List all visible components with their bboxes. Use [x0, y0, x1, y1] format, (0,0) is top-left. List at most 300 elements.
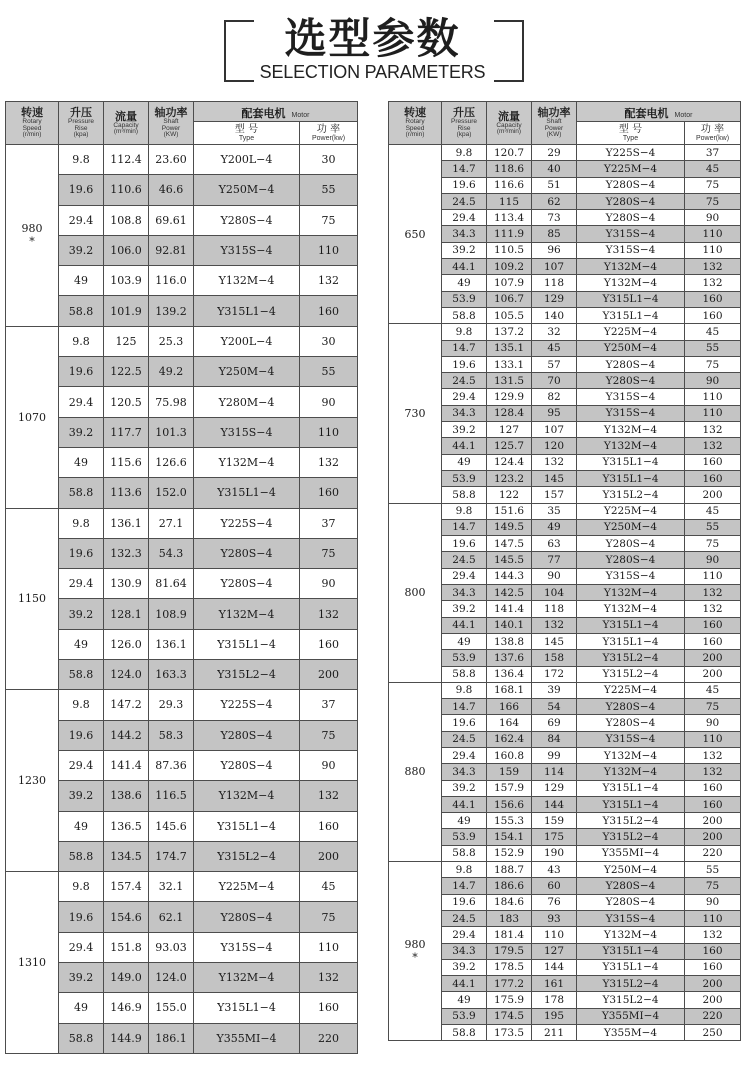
motor-type-cell: Y280S−4: [577, 177, 685, 193]
table-row: [389, 470, 741, 486]
table-row: [6, 447, 358, 477]
pressure-rise-cell: 9.8: [59, 326, 104, 356]
motor-type-cell: Y315L2−4: [577, 487, 685, 503]
capacity-cell: 109.2: [487, 259, 532, 275]
table-row: [6, 963, 358, 993]
motor-type-cell: Y280S−4: [577, 715, 685, 731]
motor-type-cell: Y250M−4: [577, 519, 685, 535]
table-row: [389, 177, 741, 193]
rotary-speed-cell: [389, 324, 442, 503]
rotary-speed-value: 730: [404, 406, 426, 420]
capacity-cell: 146.9: [104, 993, 149, 1023]
motor-type-cell: Y315S−4: [577, 405, 685, 421]
motor-type-cell: Y315L2−4: [577, 992, 685, 1008]
shaft-power-cell: 93.03: [149, 932, 194, 962]
motor-power-cell: 160: [300, 478, 358, 508]
shaft-power-cell: 116.0: [149, 266, 194, 296]
motor-type-cell: Y132M−4: [194, 781, 300, 811]
capacity-cell: 174.5: [487, 1008, 532, 1024]
motor-power-cell: 75: [300, 720, 358, 750]
table-row: [389, 894, 741, 910]
motor-type-cell: Y315L1−4: [577, 633, 685, 649]
pressure-rise-cell: 49: [442, 275, 487, 291]
motor-power-cell: 200: [300, 841, 358, 871]
pressure-rise-cell: 53.9: [442, 650, 487, 666]
capacity-cell: 183: [487, 910, 532, 926]
shaft-power-cell: 76: [532, 894, 577, 910]
motor-type-cell: Y315L1−4: [577, 307, 685, 323]
rotary-speed-cell: [6, 145, 59, 327]
shaft-power-cell: 104: [532, 585, 577, 601]
shaft-power-cell: 163.3: [149, 660, 194, 690]
shaft-power-cell: 144: [532, 796, 577, 812]
shaft-power-cell: 45: [532, 340, 577, 356]
table-row: [6, 266, 358, 296]
shaft-power-cell: 145: [532, 470, 577, 486]
shaft-power-cell: 120: [532, 438, 577, 454]
capacity-cell: 113.4: [487, 210, 532, 226]
capacity-cell: 115.6: [104, 447, 149, 477]
capacity-cell: 120.5: [104, 387, 149, 417]
motor-type-cell: Y315L1−4: [194, 296, 300, 326]
motor-type-cell: Y315L1−4: [577, 454, 685, 470]
shaft-power-cell: 152.0: [149, 478, 194, 508]
selection-table-left: [5, 101, 358, 1054]
motor-power-cell: 132: [685, 601, 741, 617]
motor-power-cell: 160: [300, 811, 358, 841]
motor-type-cell: Y280S−4: [194, 720, 300, 750]
capacity-cell: 113.6: [104, 478, 149, 508]
shaft-power-cell: 108.9: [149, 599, 194, 629]
pressure-rise-cell: 29.4: [59, 569, 104, 599]
table-row: [389, 193, 741, 209]
table-row: [6, 629, 358, 659]
capacity-cell: 136.1: [104, 508, 149, 538]
motor-power-cell: 75: [300, 205, 358, 235]
pressure-rise-cell: 9.8: [442, 862, 487, 878]
table-row: [6, 235, 358, 265]
motor-type-cell: Y315L1−4: [577, 470, 685, 486]
motor-type-cell: Y132M−4: [194, 266, 300, 296]
table-row: [6, 811, 358, 841]
shaft-power-cell: 27.1: [149, 508, 194, 538]
shaft-power-cell: 62.1: [149, 902, 194, 932]
table-row: [6, 993, 358, 1023]
motor-power-cell: 200: [685, 666, 741, 682]
pressure-rise-cell: 14.7: [442, 878, 487, 894]
capacity-cell: 137.2: [487, 324, 532, 340]
motor-type-cell: Y280S−4: [577, 699, 685, 715]
table-row: [6, 569, 358, 599]
page-title-chinese: 选型参数: [284, 14, 461, 63]
motor-power-cell: 37: [300, 690, 358, 720]
capacity-cell: 156.6: [487, 796, 532, 812]
motor-type-cell: Y132M−4: [577, 927, 685, 943]
table-row: [389, 1008, 741, 1024]
capacity-cell: 168.1: [487, 682, 532, 698]
capacity-cell: 159: [487, 764, 532, 780]
pressure-rise-cell: 58.8: [442, 666, 487, 682]
pressure-rise-cell: 34.3: [442, 226, 487, 242]
shaft-power-cell: 46.6: [149, 175, 194, 205]
table-row: [6, 205, 358, 235]
motor-power-cell: 37: [685, 145, 741, 161]
shaft-power-cell: 49.2: [149, 357, 194, 387]
col-header-speed: 转速 Rotary Speed (r/min): [6, 102, 59, 145]
shaft-power-cell: 90: [532, 568, 577, 584]
capacity-cell: 106.7: [487, 291, 532, 307]
table-row: [6, 357, 358, 387]
pressure-rise-cell: 24.5: [442, 193, 487, 209]
motor-power-cell: 90: [300, 750, 358, 780]
motor-type-cell: Y315S−4: [194, 417, 300, 447]
table-row: [389, 340, 741, 356]
pressure-rise-cell: 44.1: [442, 796, 487, 812]
rotary-speed-cell: [389, 862, 442, 1041]
pressure-rise-cell: 39.2: [59, 963, 104, 993]
capacity-cell: 175.9: [487, 992, 532, 1008]
motor-type-cell: Y132M−4: [577, 747, 685, 763]
motor-type-cell: Y315L1−4: [194, 811, 300, 841]
capacity-cell: 157.9: [487, 780, 532, 796]
motor-power-cell: 75: [685, 177, 741, 193]
pressure-rise-cell: 39.2: [442, 422, 487, 438]
motor-type-cell: Y315L1−4: [194, 993, 300, 1023]
pressure-rise-cell: 44.1: [442, 259, 487, 275]
motor-power-cell: 90: [300, 569, 358, 599]
table-row: [389, 422, 741, 438]
motor-power-cell: 160: [685, 470, 741, 486]
pressure-rise-cell: 39.2: [59, 781, 104, 811]
motor-type-cell: Y315S−4: [194, 235, 300, 265]
motor-power-cell: 200: [685, 487, 741, 503]
pressure-rise-cell: 58.8: [59, 296, 104, 326]
motor-type-cell: Y315S−4: [194, 932, 300, 962]
capacity-cell: 164: [487, 715, 532, 731]
capacity-cell: 138.8: [487, 633, 532, 649]
motor-power-cell: 75: [685, 699, 741, 715]
pressure-rise-cell: 39.2: [442, 242, 487, 258]
shaft-power-cell: 75.98: [149, 387, 194, 417]
table-row: [389, 992, 741, 1008]
pressure-rise-cell: 29.4: [442, 210, 487, 226]
shaft-power-cell: 145: [532, 633, 577, 649]
capacity-cell: 141.4: [487, 601, 532, 617]
table-row: [389, 259, 741, 275]
motor-power-cell: 250: [685, 1025, 741, 1041]
table-row: [389, 307, 741, 323]
shaft-power-cell: 39: [532, 682, 577, 698]
rotary-speed-value: 980: [21, 222, 43, 236]
shaft-power-cell: 186.1: [149, 1023, 194, 1053]
motor-type-cell: Y132M−4: [577, 438, 685, 454]
table-row: [389, 1025, 741, 1041]
shaft-power-cell: 174.7: [149, 841, 194, 871]
table-row: [389, 503, 741, 519]
motor-type-cell: Y355M−4: [577, 1025, 685, 1041]
pressure-rise-cell: 49: [59, 811, 104, 841]
shaft-power-cell: 63: [532, 536, 577, 552]
shaft-power-cell: 43: [532, 862, 577, 878]
motor-type-cell: Y280S−4: [577, 878, 685, 894]
shaft-power-cell: 29.3: [149, 690, 194, 720]
capacity-cell: 147.5: [487, 536, 532, 552]
motor-type-cell: Y132M−4: [194, 447, 300, 477]
shaft-power-cell: 40: [532, 161, 577, 177]
shaft-power-cell: 54: [532, 699, 577, 715]
motor-type-cell: Y280S−4: [577, 894, 685, 910]
shaft-power-cell: 93: [532, 910, 577, 926]
pressure-rise-cell: 9.8: [59, 872, 104, 902]
motor-type-cell: Y315L1−4: [577, 943, 685, 959]
shaft-power-cell: 85: [532, 226, 577, 242]
rotary-speed-value: 1150: [18, 592, 46, 606]
motor-power-cell: 30: [300, 326, 358, 356]
capacity-cell: 134.5: [104, 841, 149, 871]
shaft-power-cell: 132: [532, 617, 577, 633]
capacity-cell: 137.6: [487, 650, 532, 666]
table-row: [389, 454, 741, 470]
capacity-cell: 118.6: [487, 161, 532, 177]
motor-power-cell: 110: [685, 389, 741, 405]
pressure-rise-cell: 9.8: [442, 145, 487, 161]
rotary-speed-value: 1070: [18, 410, 46, 424]
motor-type-cell: Y200L−4: [194, 326, 300, 356]
pressure-rise-cell: 34.3: [442, 943, 487, 959]
capacity-cell: 132.3: [104, 538, 149, 568]
capacity-cell: 149.0: [104, 963, 149, 993]
motor-power-cell: 45: [685, 161, 741, 177]
motor-power-cell: 200: [685, 829, 741, 845]
motor-power-cell: 75: [685, 536, 741, 552]
motor-type-cell: Y200L−4: [194, 145, 300, 175]
motor-power-cell: 160: [685, 454, 741, 470]
motor-type-cell: Y315S−4: [577, 242, 685, 258]
shaft-power-cell: 92.81: [149, 235, 194, 265]
motor-type-cell: Y315L2−4: [577, 829, 685, 845]
motor-power-cell: 90: [685, 210, 741, 226]
pressure-rise-cell: 19.6: [59, 902, 104, 932]
motor-type-cell: Y250M−4: [194, 357, 300, 387]
table-row: [6, 145, 358, 175]
table-row: [389, 878, 741, 894]
capacity-cell: 160.8: [487, 747, 532, 763]
pressure-rise-cell: 14.7: [442, 699, 487, 715]
table-row: [6, 599, 358, 629]
col-header-capacity: 流量 Capacity (m³/min): [487, 102, 532, 145]
motor-type-cell: Y132M−4: [577, 275, 685, 291]
motor-type-cell: Y315S−4: [577, 731, 685, 747]
motor-type-cell: Y280S−4: [194, 538, 300, 568]
capacity-cell: 115: [487, 193, 532, 209]
pressure-rise-cell: 19.6: [442, 177, 487, 193]
capacity-cell: 112.4: [104, 145, 149, 175]
motor-type-cell: Y315L1−4: [577, 796, 685, 812]
col-header-motor-type: 型 号 Type: [194, 122, 300, 145]
col-header-shaft-power: 轴功率 Shaft Power (KW): [149, 102, 194, 145]
motor-type-cell: Y280S−4: [194, 569, 300, 599]
pressure-rise-cell: 29.4: [59, 387, 104, 417]
asterisk-mark: *: [29, 235, 35, 249]
pressure-rise-cell: 44.1: [442, 976, 487, 992]
motor-power-cell: 110: [685, 405, 741, 421]
shaft-power-cell: 23.60: [149, 145, 194, 175]
capacity-cell: 147.2: [104, 690, 149, 720]
table-row: [389, 210, 741, 226]
table-row: [6, 872, 358, 902]
motor-power-cell: 160: [300, 296, 358, 326]
pressure-rise-cell: 44.1: [442, 617, 487, 633]
capacity-cell: 124.4: [487, 454, 532, 470]
motor-power-cell: 110: [685, 242, 741, 258]
capacity-cell: 128.4: [487, 405, 532, 421]
table-row: [389, 568, 741, 584]
motor-type-cell: Y315S−4: [577, 226, 685, 242]
motor-power-cell: 132: [300, 963, 358, 993]
capacity-cell: 152.9: [487, 845, 532, 861]
capacity-cell: 128.1: [104, 599, 149, 629]
motor-power-cell: 132: [300, 447, 358, 477]
pressure-rise-cell: 24.5: [442, 731, 487, 747]
motor-power-cell: 132: [685, 585, 741, 601]
col-header-speed: 转速 Rotary Speed (r/min): [389, 102, 442, 145]
motor-power-cell: 110: [300, 235, 358, 265]
motor-type-cell: Y355MI−4: [577, 1008, 685, 1024]
shaft-power-cell: 62: [532, 193, 577, 209]
col-header-motor: 配套电机 Motor: [194, 102, 358, 122]
pressure-rise-cell: 58.8: [442, 845, 487, 861]
pressure-rise-cell: 24.5: [442, 373, 487, 389]
shaft-power-cell: 96: [532, 242, 577, 258]
shaft-power-cell: 140: [532, 307, 577, 323]
rotary-speed-cell: [6, 326, 59, 508]
page-header: [0, 0, 745, 95]
pressure-rise-cell: 29.4: [442, 927, 487, 943]
motor-type-cell: Y280S−4: [577, 373, 685, 389]
motor-type-cell: Y132M−4: [577, 422, 685, 438]
pressure-rise-cell: 14.7: [442, 340, 487, 356]
motor-power-cell: 132: [685, 927, 741, 943]
table-row: [389, 829, 741, 845]
shaft-power-cell: 51: [532, 177, 577, 193]
pressure-rise-cell: 19.6: [59, 357, 104, 387]
capacity-cell: 157.4: [104, 872, 149, 902]
shaft-power-cell: 60: [532, 878, 577, 894]
table-row: [389, 389, 741, 405]
motor-power-cell: 45: [300, 872, 358, 902]
col-header-motor-type: 型 号 Type: [577, 122, 685, 145]
motor-type-cell: Y132M−4: [577, 601, 685, 617]
motor-type-cell: Y315L1−4: [577, 617, 685, 633]
shaft-power-cell: 49: [532, 519, 577, 535]
table-row: [6, 538, 358, 568]
capacity-cell: 166: [487, 699, 532, 715]
rotary-speed-value: 800: [404, 586, 426, 600]
motor-type-cell: Y315L2−4: [577, 666, 685, 682]
pressure-rise-cell: 58.8: [442, 1025, 487, 1041]
table-row: [389, 959, 741, 975]
capacity-cell: 125: [104, 326, 149, 356]
pressure-rise-cell: 29.4: [442, 389, 487, 405]
motor-power-cell: 110: [685, 568, 741, 584]
capacity-cell: 179.5: [487, 943, 532, 959]
motor-type-cell: Y132M−4: [194, 963, 300, 993]
capacity-cell: 144.9: [104, 1023, 149, 1053]
motor-power-cell: 132: [685, 764, 741, 780]
motor-type-cell: Y315L2−4: [577, 813, 685, 829]
table-row: [6, 902, 358, 932]
motor-type-cell: Y250M−4: [194, 175, 300, 205]
motor-type-cell: Y280S−4: [577, 193, 685, 209]
rotary-speed-cell: [6, 690, 59, 872]
motor-power-cell: 55: [685, 340, 741, 356]
motor-power-cell: 110: [685, 731, 741, 747]
table-row: [389, 715, 741, 731]
capacity-cell: 107.9: [487, 275, 532, 291]
capacity-cell: 111.9: [487, 226, 532, 242]
shaft-power-cell: 101.3: [149, 417, 194, 447]
motor-power-cell: 160: [685, 633, 741, 649]
motor-type-cell: Y225S−4: [194, 690, 300, 720]
capacity-cell: 154.6: [104, 902, 149, 932]
motor-power-cell: 75: [300, 538, 358, 568]
pressure-rise-cell: 53.9: [442, 829, 487, 845]
table-row: [389, 585, 741, 601]
capacity-cell: 124.0: [104, 660, 149, 690]
motor-power-cell: 75: [685, 878, 741, 894]
capacity-cell: 127: [487, 422, 532, 438]
motor-power-cell: 160: [300, 993, 358, 1023]
motor-power-cell: 160: [300, 629, 358, 659]
motor-power-cell: 132: [685, 422, 741, 438]
table-row: [389, 405, 741, 421]
pressure-rise-cell: 19.6: [59, 720, 104, 750]
motor-power-cell: 200: [685, 650, 741, 666]
pressure-rise-cell: 19.6: [442, 356, 487, 372]
table-row: [389, 910, 741, 926]
motor-power-cell: 55: [300, 357, 358, 387]
capacity-cell: 141.4: [104, 750, 149, 780]
motor-type-cell: Y225S−4: [577, 145, 685, 161]
motor-type-cell: Y315S−4: [577, 389, 685, 405]
capacity-cell: 126.0: [104, 629, 149, 659]
pressure-rise-cell: 29.4: [59, 932, 104, 962]
motor-power-cell: 30: [300, 145, 358, 175]
rotary-speed-cell: [6, 872, 59, 1054]
shaft-power-cell: 172: [532, 666, 577, 682]
table-row: [389, 519, 741, 535]
capacity-cell: 136.4: [487, 666, 532, 682]
motor-power-cell: 160: [685, 780, 741, 796]
pressure-rise-cell: 58.8: [59, 660, 104, 690]
motor-type-cell: Y315L1−4: [577, 291, 685, 307]
capacity-cell: 173.5: [487, 1025, 532, 1041]
motor-power-cell: 160: [685, 943, 741, 959]
rotary-speed-value: 880: [404, 765, 426, 779]
pressure-rise-cell: 29.4: [442, 568, 487, 584]
motor-power-cell: 55: [685, 862, 741, 878]
pressure-rise-cell: 39.2: [59, 417, 104, 447]
shaft-power-cell: 195: [532, 1008, 577, 1024]
col-header-motor-power: 功 率 Power(kw): [300, 122, 358, 145]
motor-power-cell: 45: [685, 324, 741, 340]
capacity-cell: 145.5: [487, 552, 532, 568]
capacity-cell: 144.2: [104, 720, 149, 750]
capacity-cell: 155.3: [487, 813, 532, 829]
capacity-cell: 129.9: [487, 389, 532, 405]
shaft-power-cell: 95: [532, 405, 577, 421]
motor-type-cell: Y315L2−4: [194, 841, 300, 871]
